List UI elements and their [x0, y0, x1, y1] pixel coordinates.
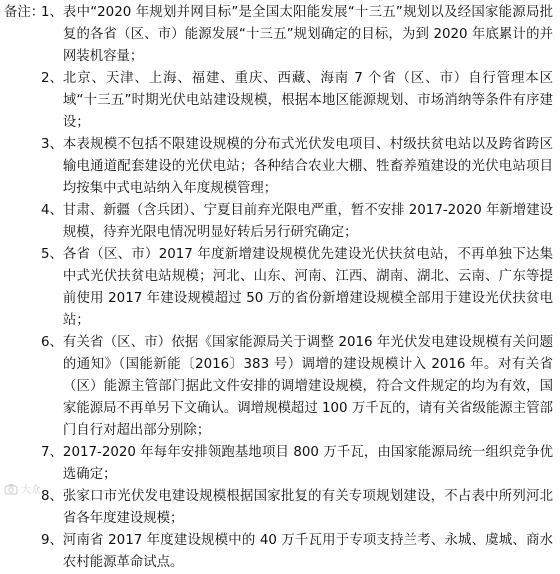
note-item [41, 332, 553, 442]
note-number: 1、 [41, 5, 63, 20]
note-number: 3、 [41, 137, 63, 152]
note-item [41, 486, 553, 530]
note-item [41, 200, 553, 244]
watermark [4, 481, 41, 496]
note-number: 8、 [41, 489, 63, 504]
note-item [41, 530, 553, 574]
note-text: 张家口市光伏发电建设规模根据国家批复的有关专项规划建设，不占表中所列河北省各年度建设规模； [62, 489, 553, 526]
note-number: 5、 [41, 247, 63, 262]
note-number: 7、 [41, 445, 63, 460]
note-number: 6、 [41, 335, 63, 350]
note-number: 2、 [41, 71, 63, 86]
camera-logo-icon [4, 483, 18, 495]
note-item [41, 2, 553, 68]
note-text: 2017-2020 年每年安排领跑基地项目 800 万千瓦，由国家能源局统一组织竞争优选确定； [62, 445, 553, 482]
note-text: 甘肃、新疆（含兵团）、宁夏目前弃光限电严重，暂不安排 2017-2020 年新增建设规模，待弃光限电情况明显好转后另行研究确定； [62, 203, 553, 240]
note-number: 4、 [41, 203, 63, 218]
note-item [41, 68, 553, 134]
note-text: 本表规模不包括不限建设规模的分布式光伏发电项目、村级扶贫电站以及跨省跨区输电通道配套建设的光伏电站；各种结合农业大棚、牲畜养殖建设的光伏电站项目均按集中式电站纳入年度规模管理； [62, 137, 553, 196]
note-text: 河南省 2017 年度建设规模中的 40 万千瓦用于专项支持兰考、永城、虞城、商水农村能源革命试点。 [62, 533, 553, 570]
note-text: 有关省（区、市）依据《国家能源局关于调整 2016 年光伏发电建设规模有关问题的通知》（国能新能〔2016〕383 号）调增的建设规模计入 2016 年。对有关省（区）能源主管部门据此文件安排的调增建设规模，符合文件规定的均为有效，国家能源局不再单另下文确认。调增规模超过 100 万千瓦的，请有关省级能源主管部门自行对超出部分别除； [62, 335, 553, 438]
note-item [41, 442, 553, 486]
note-item [41, 244, 553, 332]
note-number: 9、 [41, 533, 63, 548]
note-text: 表中“2020 年规划并网目标”是全国太阳能发展“十三五”规划以及经国家能源局批复的各省（区、市）能源发展“十三五”规划确定的目标，为到 2020 年底累计的并网装机容量； [62, 5, 553, 64]
note-item [41, 134, 553, 200]
remarks-label: 备注： [4, 5, 45, 20]
notes-list [41, 2, 553, 574]
note-text: 各省（区、市）2017 年度新增建设规模优先建设光伏扶贫电站，不再单独下达集中式光伏扶贫电站规模；河北、山东、河南、江西、湖南、湖北、云南、广东等提前使用 2017 年建设规模超过 50 万的省份新增建设规模全部用于建设光伏扶贫电站； [62, 247, 553, 328]
note-text: 北京、天津、上海、福建、重庆、西藏、海南 7 个省（区、市）自行管理本区域“十三五”时期光伏电站建设规模，根据本地区能源规划、市场消纳等条件有序建设； [62, 71, 553, 130]
watermark-text: 大众 [21, 485, 41, 496]
